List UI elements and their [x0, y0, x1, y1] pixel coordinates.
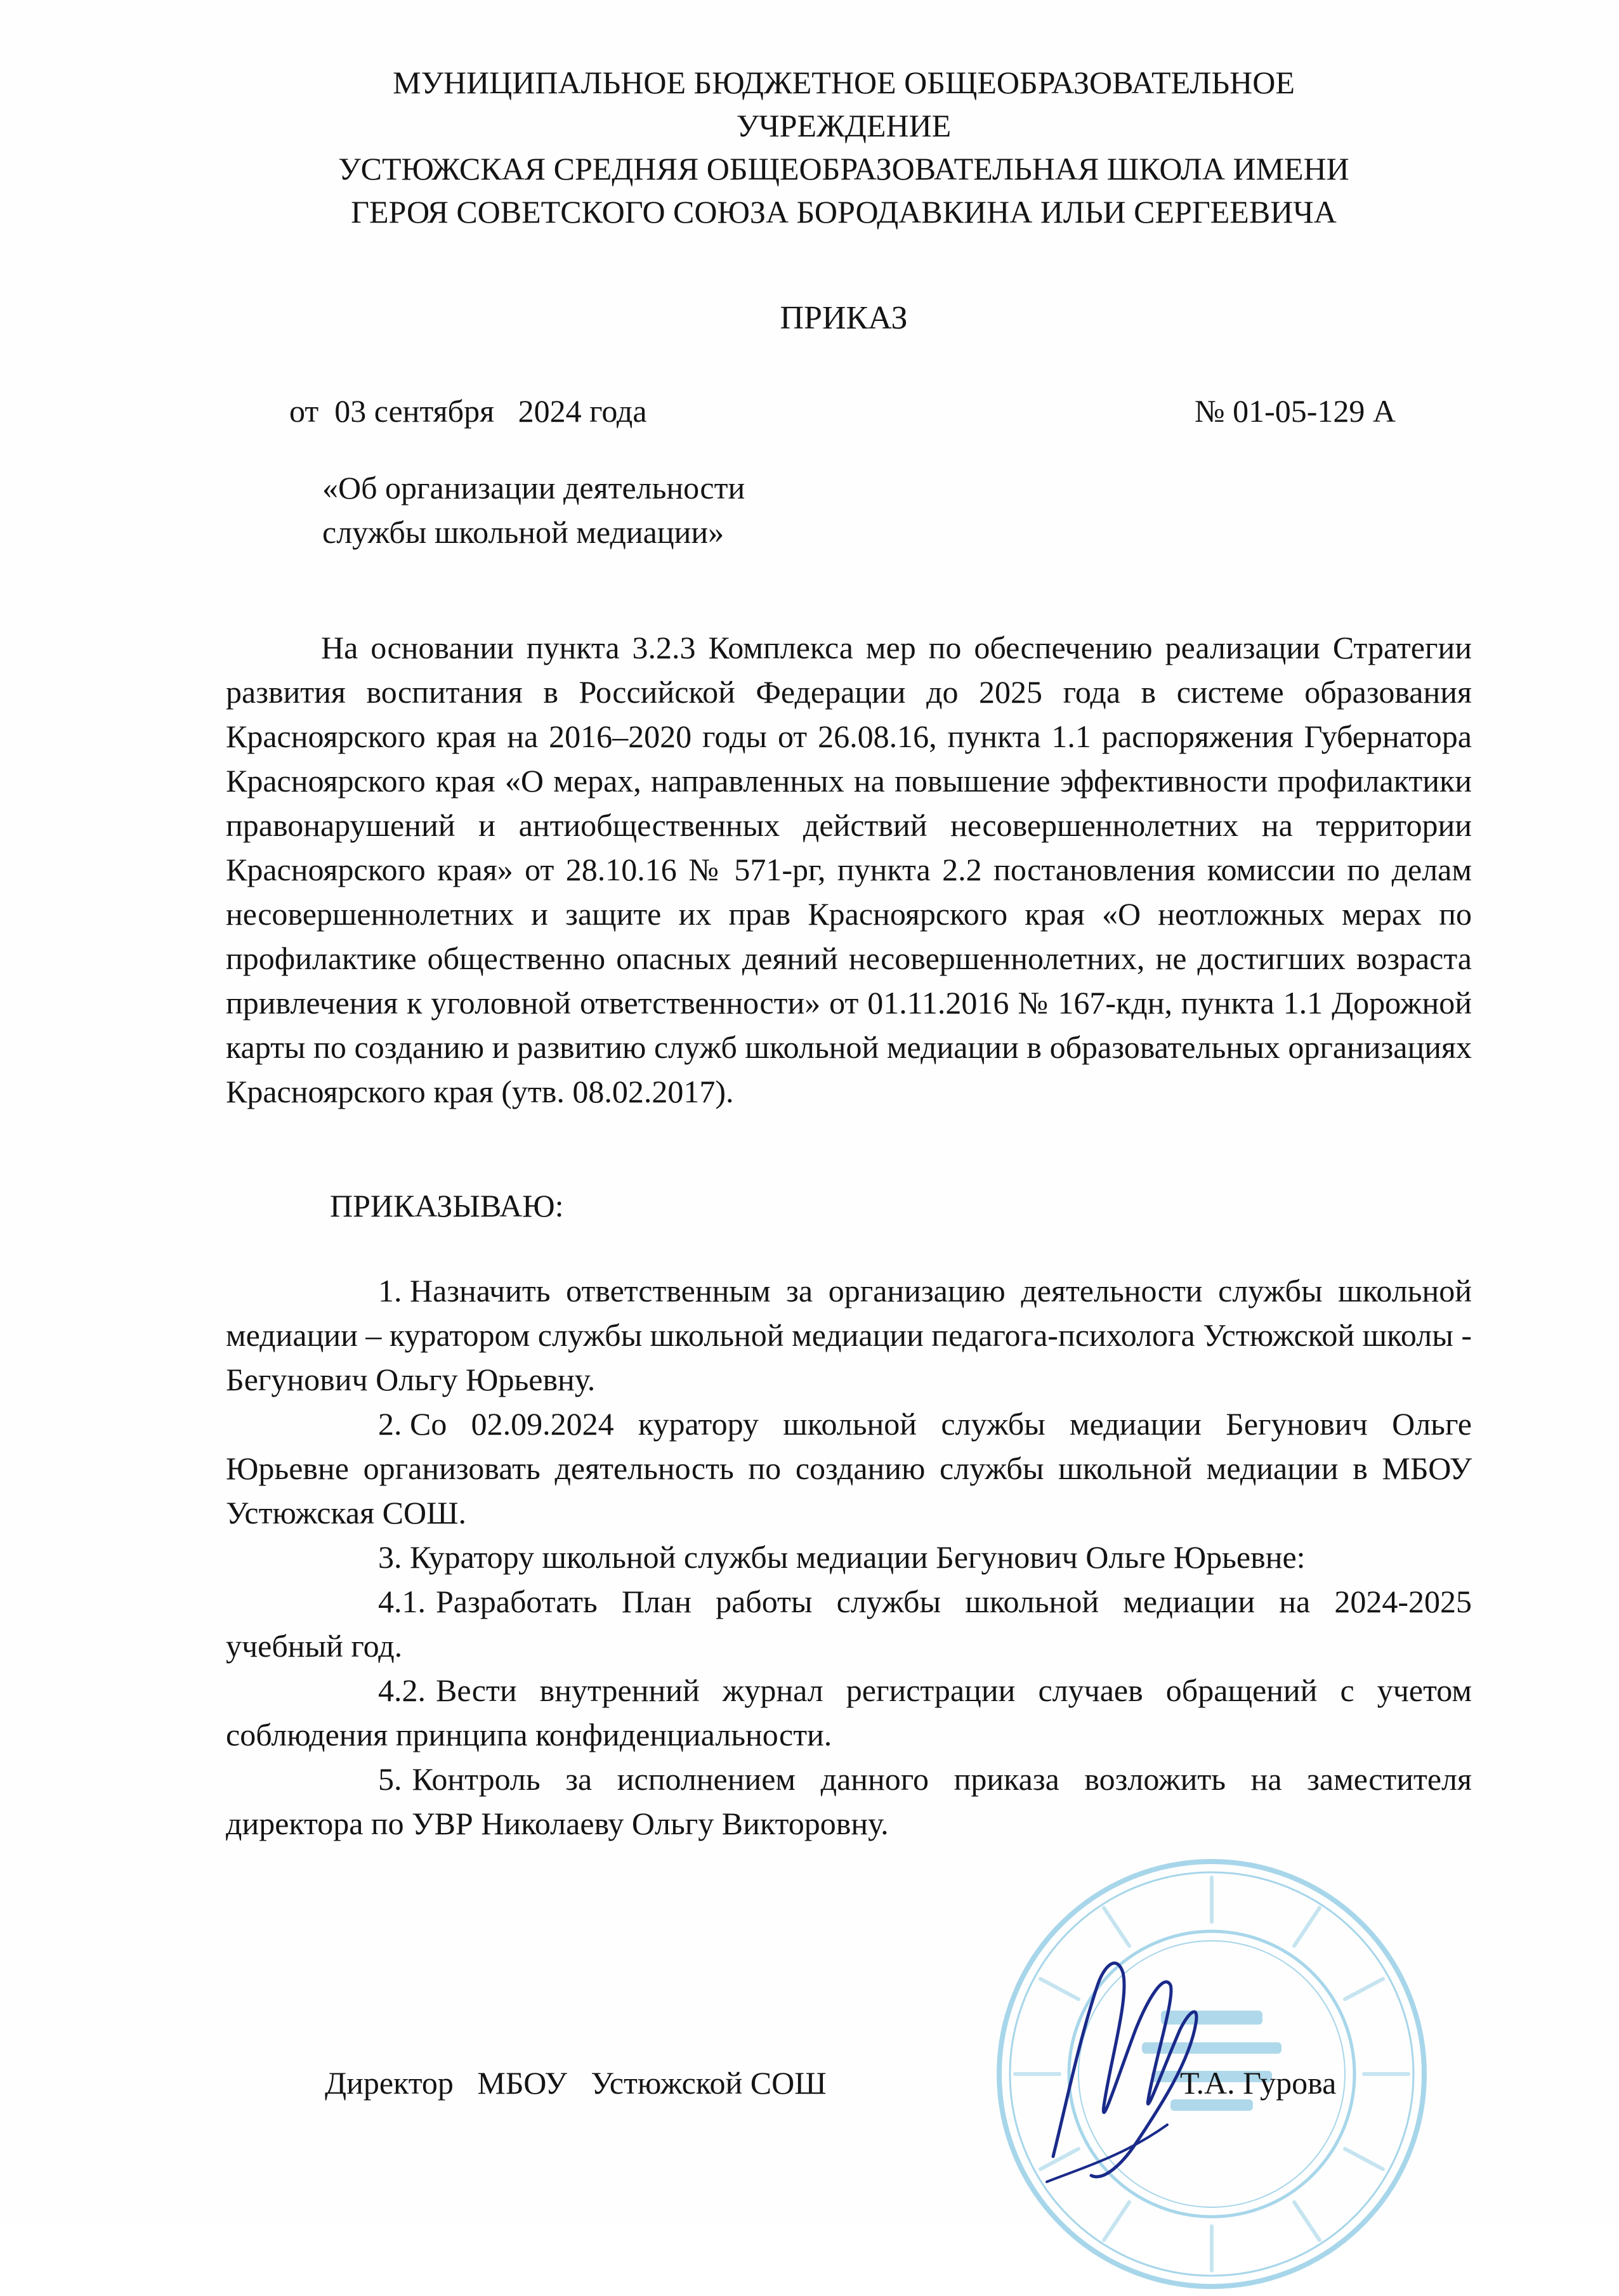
signature-row [0, 2061, 1619, 2112]
item-number: 4.2. [378, 1673, 426, 1708]
order-number: № 01-05-129 А [1194, 393, 1396, 429]
item-number: 4.1. [378, 1584, 426, 1619]
order-items-list [226, 1269, 1472, 1846]
order-subject [322, 466, 745, 554]
item-number: 3. [378, 1539, 402, 1575]
order-item-5 [226, 1757, 1472, 1846]
order-item-4-2 [226, 1668, 1472, 1757]
signatory-title: Директор МБОУ Устюжской СОШ [325, 2065, 827, 2101]
item-number: 2. [378, 1406, 402, 1442]
item-number: 1. [378, 1273, 402, 1308]
order-item-3 [226, 1535, 1472, 1579]
signatory-name: Т.А. Гурова [1180, 2065, 1337, 2101]
document-title: ПРИКАЗ [780, 300, 908, 336]
subject-line-1: «Об организации деятельности [322, 470, 745, 506]
header-line-3: УСТЮЖСКАЯ СРЕДНЯЯ ОБЩЕОБРАЗОВАТЕЛЬНАЯ ШКОЛА ИМЕНИ [338, 151, 1349, 186]
header-line-2: УЧРЕЖДЕНИЕ [736, 108, 952, 143]
order-date: от 03 сентября 2024 года [289, 393, 647, 429]
item-text: Со 02.09.2024 куратору школьной службы медиации Бегунович Ольге Юрьевне организовать деятельность по созданию службы школьной медиации в МБОУ Устюжская СОШ. [226, 1406, 1472, 1530]
item-text: Вести внутренний журнал регистрации случаев обращений с учетом соблюдения принципа конфиденциальности. [226, 1673, 1472, 1752]
order-item-2 [226, 1402, 1472, 1535]
item-text: Назначить ответственным за организацию деятельности службы школьной медиации – куратором службы школьной медиации педагога-психолога Устюжской школы - Бегунович Ольгу Юрьевну. [226, 1273, 1472, 1397]
order-item-4-1 [226, 1579, 1472, 1668]
order-item-1 [226, 1269, 1472, 1402]
header-line-4: ГЕРОЯ СОВЕТСКОГО СОЮЗА БОРОДАВКИНА ИЛЬИ СЕРГЕЕВИЧА [351, 194, 1337, 230]
header-line-1: МУНИЦИПАЛЬНОЕ БЮДЖЕТНОЕ ОБЩЕОБРАЗОВАТЕЛЬНОЕ [393, 65, 1295, 100]
item-text: Куратору школьной службы медиации Бегунович Ольге Юрьевне: [410, 1539, 1306, 1575]
signature-icon [1028, 1915, 1231, 2195]
item-text: Разработать План работы службы школьной медиации на 2024-2025 учебный год. [226, 1584, 1472, 1664]
item-text: Контроль за исполнением данного приказа возложить на заместителя директора по УВР Николаеву Ольгу Викторовну. [226, 1761, 1472, 1841]
item-number: 5. [378, 1761, 402, 1797]
order-word: ПРИКАЗЫВАЮ: [330, 1188, 564, 1223]
organization-header [209, 61, 1478, 233]
subject-line-2: службы школьной медиации» [322, 514, 724, 550]
basis-paragraph: На основании пункта 3.2.3 Комплекса мер по обеспечению реализации Стратегии развития воспитания в Российской Федерации до 2025 года в системе образования Красноярского края на 2016–2020 годы от 26.08.16, пункта 1.1 распоряжения Губернатора Красноярского края «О мерах, направленных на повышение эффективности профилактики правонарушений и антиобщественных действий несовершеннолетних на территории Красноярского края» от 28.10.16 № 571-рг, пункта 2.2 постановления комиссии по делам несовершеннолетних и защите их прав Красноярского края «О неотложных мерах по профилактике общественно опасных деяний несовершеннолетних, не достигших возраста привлечения к уголовной ответственности» от 01.11.2016 № 167-кдн, пункта 1.1 Дорожной карты по созданию и развитию служб школьной медиации в образовательных организациях Красноярского края (утв. 08.02.2017). [226, 630, 1472, 1109]
